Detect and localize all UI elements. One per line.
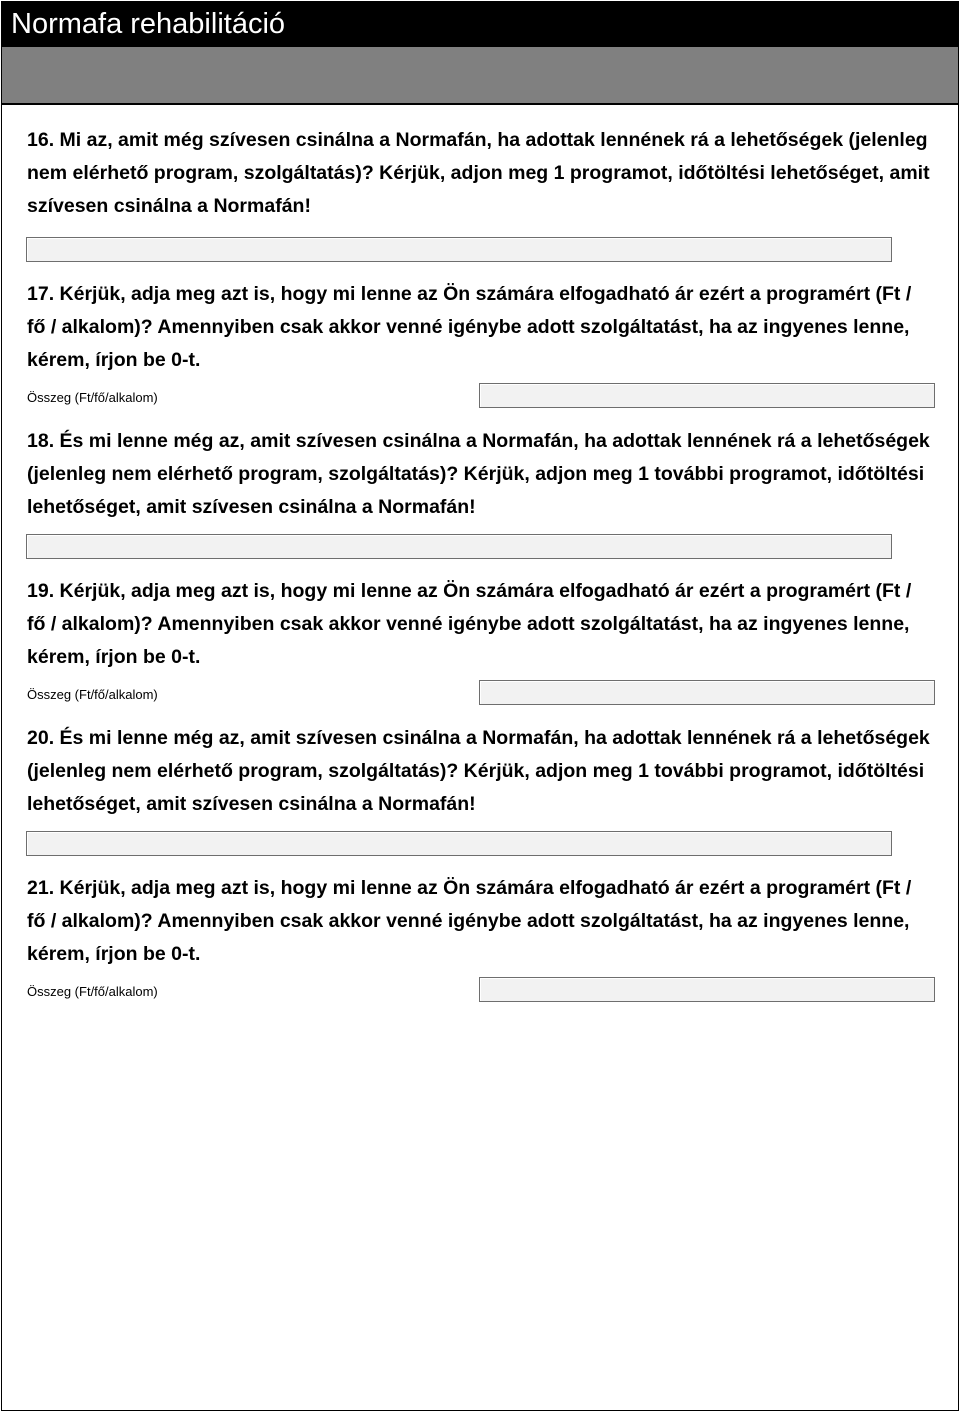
question-19-amount-field[interactable]	[479, 680, 935, 705]
question-16-text: 16. Mi az, amit még szívesen csinálna a Normafán, ha adottak lennének rá a lehetőségek (jelenleg nem elérhető program, szolgáltatás)? Kérjük, adjon meg 1 programot, időtöltési lehetőséget, amit szívesen csinálna a Normafán!	[27, 129, 930, 217]
question-18-text: 18. És mi lenne még az, amit szívesen csinálna a Normafán, ha adottak lennének rá a lehetőségek (jelenleg nem elérhető program, szolgáltatás)? Kérjük, adjon meg 1 további programot, időtöltési lehetőséget, amit szívesen csinálna a Normafán!	[27, 430, 930, 518]
question-21-text: 21. Kérjük, adja meg azt is, hogy mi lenne az Ön számára elfogadható ár ezért a programért (Ft / fő / alkalom)? Amennyiben csak akkor venné igénybe adott szolgáltatást, ha az ingyenes lenne, kérem, írjon be 0-t.	[27, 877, 912, 965]
question-19-amount-label: Összeg (Ft/fő/alkalom)	[27, 687, 158, 702]
header-band	[2, 47, 958, 105]
questions-section	[2, 124, 958, 1005]
question-21-amount-label: Összeg (Ft/fő/alkalom)	[27, 984, 158, 999]
form-title: Normafa rehabilitáció	[2, 2, 958, 47]
question-17-amount-row	[26, 383, 934, 411]
question-18-answer-field[interactable]	[26, 534, 892, 559]
question-20-text: 20. És mi lenne még az, amit szívesen csinálna a Normafán, ha adottak lennének rá a lehetőségek (jelenleg nem elérhető program, szolgáltatás)? Kérjük, adjon meg 1 további programot, időtöltési lehetőséget, amit szívesen csinálna a Normafán!	[27, 727, 930, 815]
question-21-amount-row	[26, 977, 934, 1005]
question-17-amount-label: Összeg (Ft/fő/alkalom)	[27, 390, 158, 405]
question-17-text: 17. Kérjük, adja meg azt is, hogy mi lenne az Ön számára elfogadható ár ezért a programért (Ft / fő / alkalom)? Amennyiben csak akkor venné igénybe adott szolgáltatást, ha az ingyenes lenne, kérem, írjon be 0-t.	[27, 283, 912, 371]
question-20-answer-field[interactable]	[26, 831, 892, 856]
question-21-amount-field[interactable]	[479, 977, 935, 1002]
form-page	[1, 1, 959, 1411]
question-19-text: 19. Kérjük, adja meg azt is, hogy mi lenne az Ön számára elfogadható ár ezért a programért (Ft / fő / alkalom)? Amennyiben csak akkor venné igénybe adott szolgáltatást, ha az ingyenes lenne, kérem, írjon be 0-t.	[27, 580, 912, 668]
question-16-answer-field[interactable]	[26, 237, 892, 262]
question-19-amount-row	[26, 680, 934, 708]
question-17-amount-field[interactable]	[479, 383, 935, 408]
